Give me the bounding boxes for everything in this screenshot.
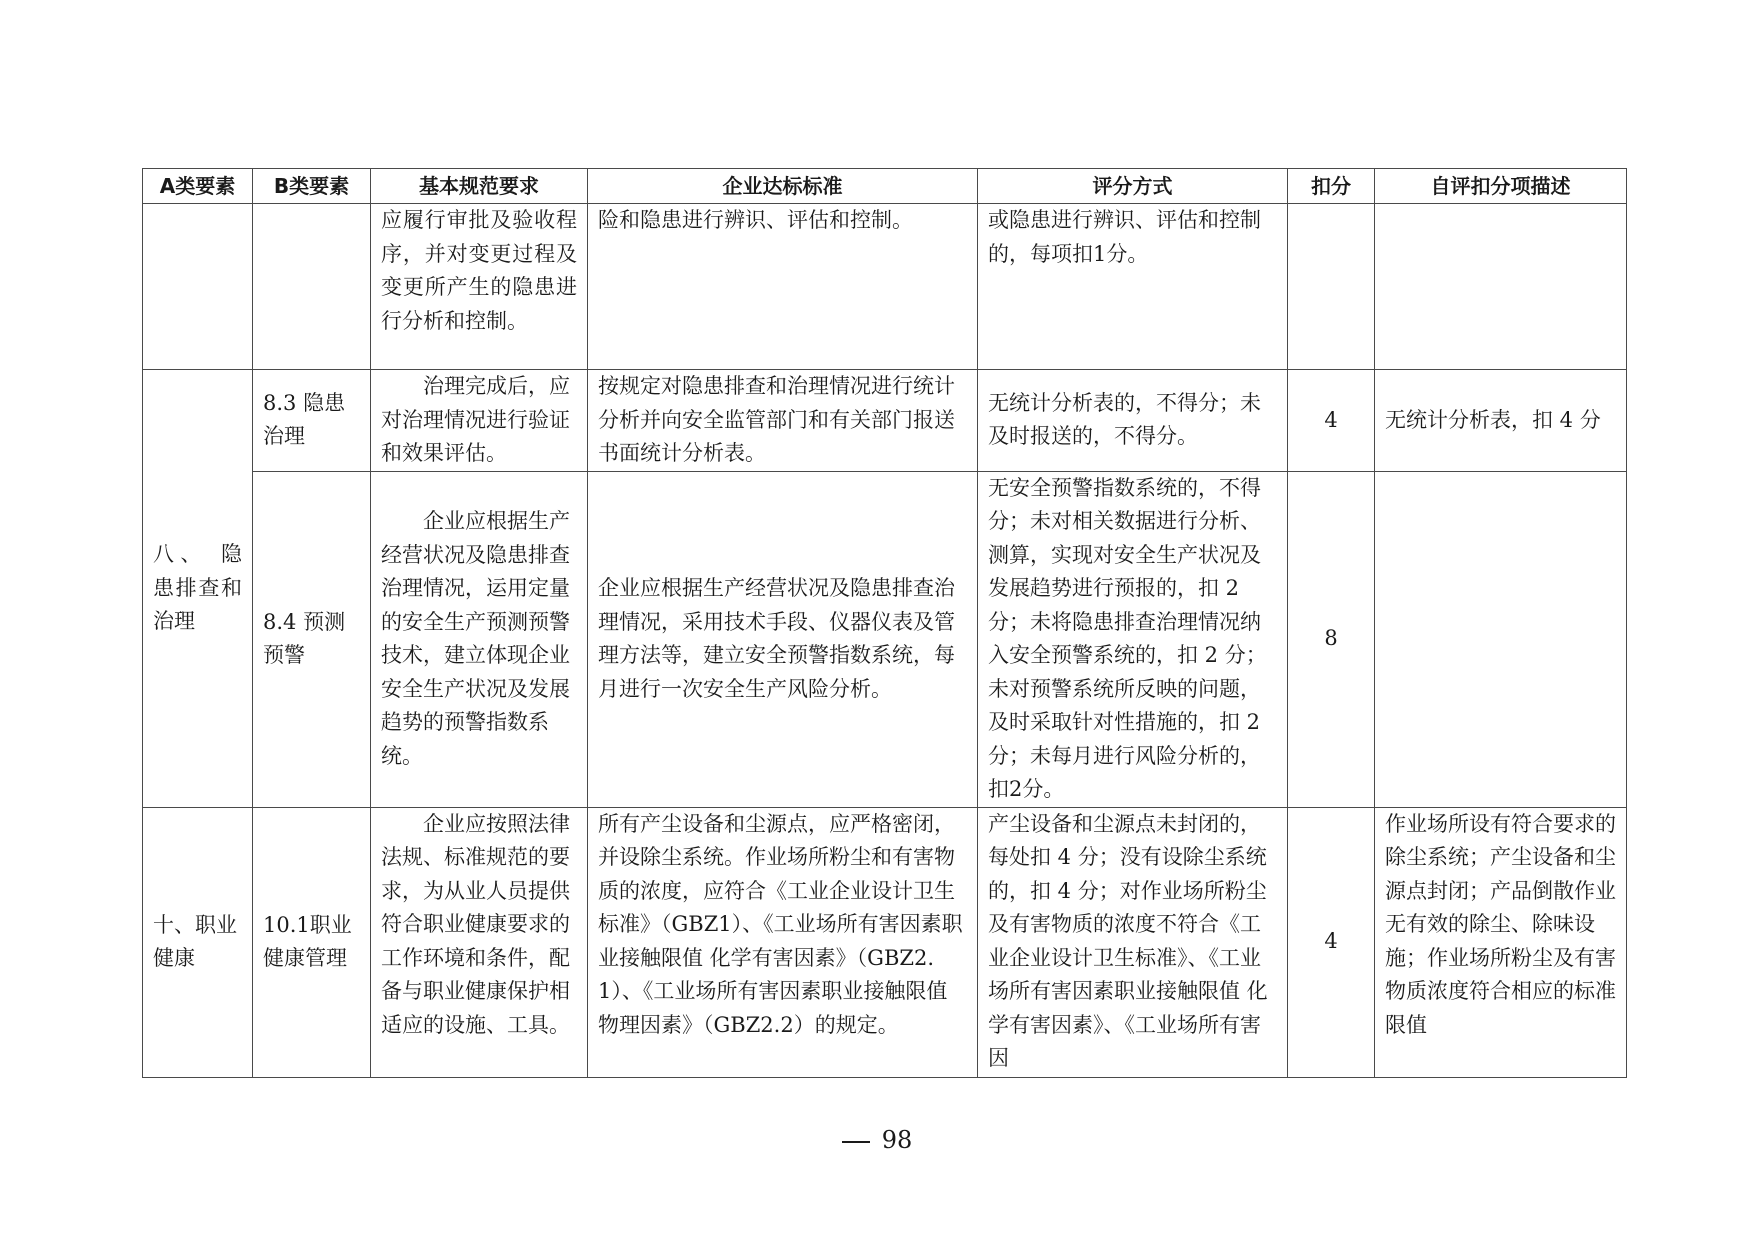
table-row: [143, 204, 1627, 370]
header-a-category: A类要素: [143, 169, 253, 204]
requirement-cell: 企业应按照法律法规、标准规范的要求，为从业人员提供符合职业健康要求的工作环境和条件，配备与职业健康保护相适应的设施、工具。: [371, 807, 588, 1077]
deduction-cell: 4: [1288, 370, 1375, 472]
deduction-cell: [1288, 204, 1375, 370]
requirement-cell: 治理完成后，应对治理情况进行验证和效果评估。: [371, 370, 588, 472]
scoring-cell: 或隐患进行辨识、评估和控制的，每项扣1分。: [978, 204, 1288, 370]
deduction-cell: 8: [1288, 471, 1375, 807]
header-compliance-standard: 企业达标标准: [588, 169, 978, 204]
header-self-assessment: 自评扣分项描述: [1375, 169, 1627, 204]
b-category-cell: [253, 204, 371, 370]
self-assessment-cell: 作业场所设有符合要求的除尘系统；产尘设备和尘源点封闭；产品倒散作业无有效的除尘、除味设施；作业场所粉尘及有害物质浓度符合相应的标准限值: [1375, 807, 1627, 1077]
standard-cell: 企业应根据生产经营状况及隐患排查治理情况，采用技术手段、仪器仪表及管理方法等，建立安全预警指数系统，每月进行一次安全生产风险分析。: [588, 471, 978, 807]
a-category-cell: 十、职业健康: [143, 807, 253, 1077]
b-category-cell: 8.3 隐患治理: [253, 370, 371, 472]
scoring-cell: 产尘设备和尘源点未封闭的，每处扣 4 分；没有设除尘系统的，扣 4 分；对作业场所粉尘及有害物质的浓度不符合《工业企业设计卫生标准》、《工业场所有害因素职业接触限值 化学有害因素》、《工业场所有害因: [978, 807, 1288, 1077]
table-header-row: [143, 169, 1627, 204]
header-b-category: B类要素: [253, 169, 371, 204]
b-category-cell: 10.1职业健康管理: [253, 807, 371, 1077]
requirement-cell: 企业应根据生产经营状况及隐患排查治理情况，运用定量的安全生产预测预警技术，建立体现企业安全生产状况及发展趋势的预警指数系统。: [371, 471, 588, 807]
page-number-value: 98: [881, 1126, 913, 1154]
table-row: [143, 807, 1627, 1077]
table-row: [143, 471, 1627, 807]
self-assessment-cell: [1375, 204, 1627, 370]
header-basic-requirement: 基本规范要求: [371, 169, 588, 204]
standards-table: [142, 168, 1627, 1078]
header-deduction: 扣分: [1288, 169, 1375, 204]
b-category-cell: 8.4 预测预警: [253, 471, 371, 807]
scoring-cell: 无安全预警指数系统的，不得分；未对相关数据进行分析、测算，实现对安全生产状况及发展趋势进行预报的，扣 2 分；未将隐患排查治理情况纳入安全预警系统的，扣 2 分；未对预警系统所反映的问题，及时采取针对性措施的，扣 2 分；未每月进行风险分析的，扣2分。: [978, 471, 1288, 807]
standard-cell: 险和隐患进行辨识、评估和控制。: [588, 204, 978, 370]
page-number-dash: [842, 1141, 870, 1143]
a-category-cell: 八、 隐患排查和治理: [143, 370, 253, 808]
self-assessment-cell: [1375, 471, 1627, 807]
deduction-cell: 4: [1288, 807, 1375, 1077]
standard-cell: 所有产尘设备和尘源点，应严格密闭，并设除尘系统。作业场所粉尘和有害物质的浓度，应符合《工业企业设计卫生标准》（GBZ1）、《工业场所有害因素职业接触限值 化学有害因素》（GBZ2.1）、《工业场所有害因素职业接触限值 物理因素》（GBZ2.2）的规定。: [588, 807, 978, 1077]
self-assessment-cell: 无统计分析表，扣 4 分: [1375, 370, 1627, 472]
scoring-cell: 无统计分析表的，不得分；未及时报送的，不得分。: [978, 370, 1288, 472]
requirement-cell: 应履行审批及验收程序，并对变更过程及变更所产生的隐患进行分析和控制。: [371, 204, 588, 370]
header-scoring-method: 评分方式: [978, 169, 1288, 204]
page-number: [0, 1126, 1754, 1154]
table-row: [143, 370, 1627, 472]
standard-cell: 按规定对隐患排查和治理情况进行统计分析并向安全监管部门和有关部门报送书面统计分析表。: [588, 370, 978, 472]
a-category-cell: [143, 204, 253, 370]
